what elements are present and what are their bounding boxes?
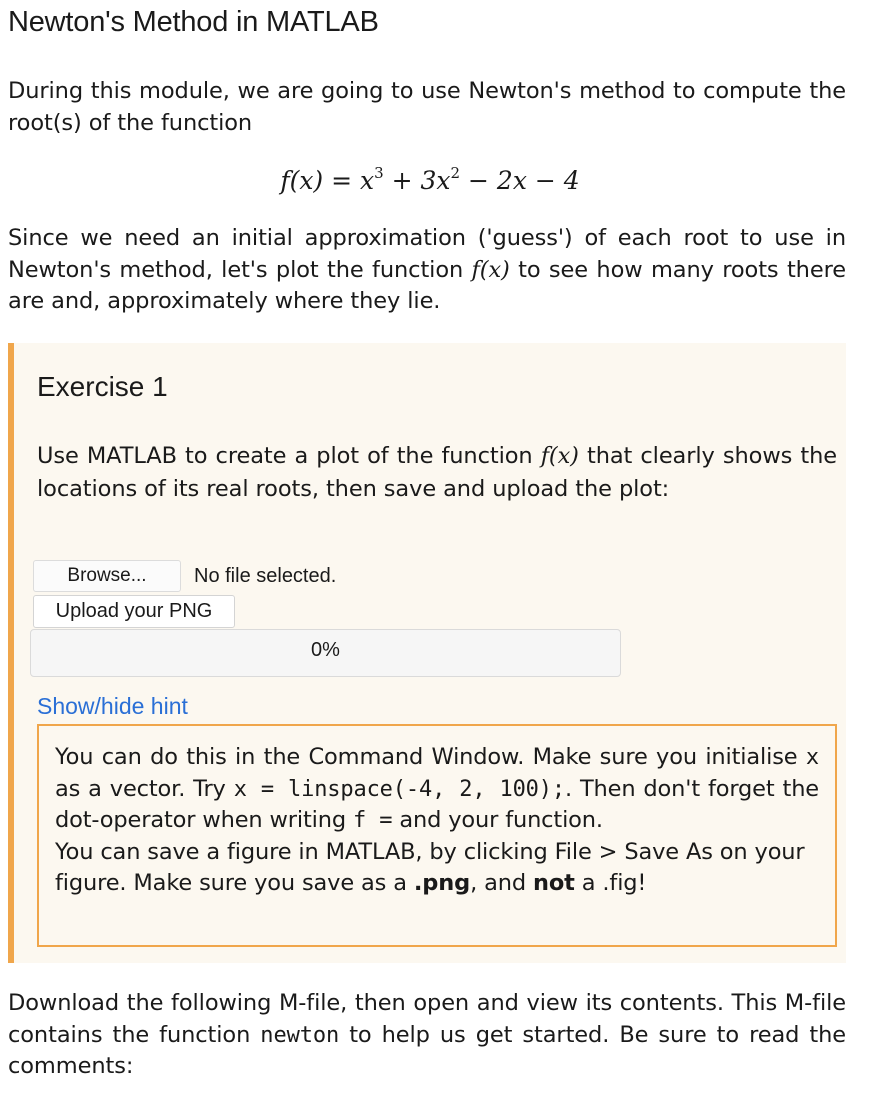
intro-text: During this module, we are going to use Newton's method to compute the root(s) of the function	[8, 78, 846, 136]
intro-paragraph	[8, 76, 846, 139]
equation-rhs: − 2x − 4	[460, 166, 580, 195]
upload-progress-text: 0%	[311, 639, 340, 661]
hint-code-x: x	[805, 745, 819, 770]
hint-paragraph-1	[55, 742, 819, 837]
hint-text: You can save a figure in MATLAB, by clicking File > Save As on your figure. Make sure you save as a	[55, 838, 805, 896]
hint-paragraph-2	[55, 837, 819, 900]
show-hide-hint-link[interactable]: Show/hide hint	[37, 693, 188, 719]
upload-progress-bar	[30, 629, 621, 677]
plot-paragraph-after: to see how many roots there are and, approximately where they lie.	[8, 256, 846, 314]
hint-not-bold: not	[532, 870, 575, 896]
equation	[0, 164, 860, 195]
hint-box	[37, 724, 837, 947]
newton-code: newton	[260, 1022, 340, 1048]
download-text-after: to help us get started. Be sure to read the comments:	[8, 1021, 847, 1079]
hint-code-f: f =	[353, 808, 393, 833]
upload-button[interactable]: Upload your PNG	[33, 595, 235, 628]
hint-text: You can do this in the Command Window. Make sure you initialise	[55, 744, 806, 770]
browse-button[interactable]: Browse...	[33, 560, 181, 592]
hint-text: and your function.	[392, 807, 603, 833]
equation-lhs: f(x) = x	[280, 166, 375, 195]
hint-png-bold: .png	[413, 870, 471, 896]
download-text-before: Download the following M-file, then open and view its contents. This M-file contains the function	[8, 990, 846, 1048]
plot-paragraph-fx: f(x)	[471, 256, 510, 283]
hint-text: . Then don't forget the dot-operator when writing	[55, 775, 819, 833]
exercise-text	[37, 440, 837, 506]
exercise-text-after: that clearly shows the locations of its real roots, then save and upload the plot:	[37, 443, 837, 502]
hint-text: a .fig!	[574, 870, 647, 896]
exercise-box	[8, 343, 846, 963]
exercise-text-fx: f(x)	[540, 443, 579, 469]
plot-paragraph-before: Since we need an initial approximation ('guess') of each root to use in Newton's method, let's plot the function	[8, 225, 846, 283]
exercise-title: Exercise 1	[37, 371, 168, 402]
hint-text: , and	[470, 870, 533, 896]
page-title: Newton's Method in MATLAB	[8, 6, 379, 38]
equation-mid: + 3x	[383, 166, 451, 195]
plot-paragraph	[8, 223, 846, 318]
no-file-label: No file selected.	[194, 565, 337, 587]
download-paragraph	[8, 988, 846, 1083]
equation-exp2: 2	[450, 164, 461, 182]
hint-text: as a vector. Try	[55, 775, 234, 802]
exercise-text-before: Use MATLAB to create a plot of the function	[37, 443, 541, 469]
equation-exp1: 3	[374, 164, 384, 182]
hint-code-linspace: x = linspace(-4, 2, 100);	[233, 776, 565, 802]
